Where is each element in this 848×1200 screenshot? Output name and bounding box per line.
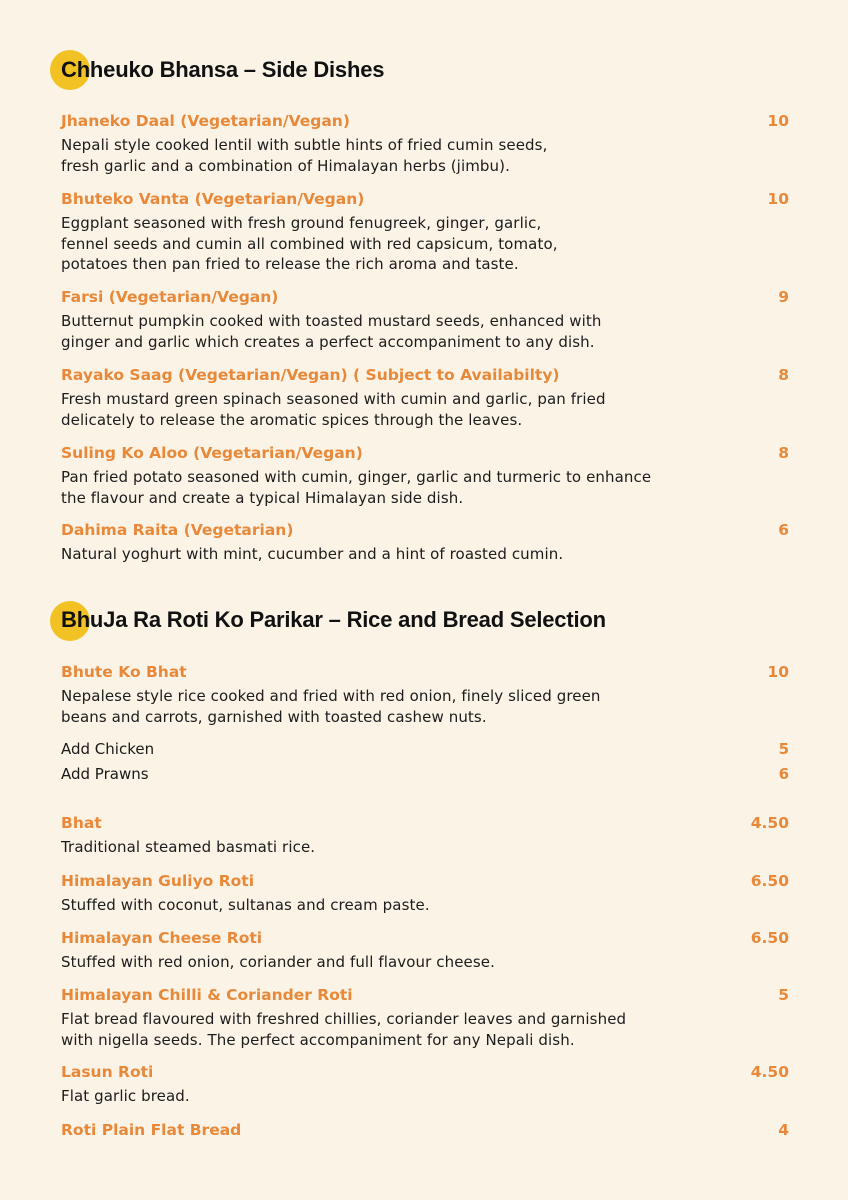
menu-item-name: Suling Ko Aloo (Vegetarian/Vegan) [61,444,363,462]
menu-item-price: 6.50 [750,872,789,890]
menu-item-price: 10 [767,112,789,130]
menu-item-name: Bhute Ko Bhat [61,663,187,681]
menu-item [61,1120,789,1140]
menu-item-price: 6.50 [750,929,789,947]
menu-item-description: Nepalese style rice cooked and fried with red onion, finely sliced green beans and carrots, garnished with toasted cashew nuts. [61,687,601,726]
menu-item-name: Dahima Raita (Vegetarian) [61,521,294,539]
menu-item [61,813,789,858]
menu-item [61,443,789,508]
addon-price: 6 [778,765,789,783]
menu-item [61,985,789,1050]
menu-item [61,189,789,275]
menu-item-price: 6 [778,521,789,539]
menu-item-name: Himalayan Cheese Roti [61,929,263,947]
menu-item [61,1062,789,1107]
menu-item-description: Butternut pumpkin cooked with toasted mustard seeds, enhanced with ginger and garlic which creates a perfect accompaniment to any dish. [61,312,602,351]
menu-item-description: Flat bread flavoured with freshred chillies, coriander leaves and garnished with nigella seeds. The perfect accompaniment for any Nepali dish. [61,1010,627,1049]
menu-item-name: Roti Plain Flat Bread [61,1121,242,1139]
menu-item-name: Lasun Roti [61,1063,154,1081]
menu-item-name: Farsi (Vegetarian/Vegan) [61,288,279,306]
menu-item-description: Nepali style cooked lentil with subtle hints of fried cumin seeds, fresh garlic and a combination of Himalayan herbs (jimbu). [61,136,548,175]
menu-item-name: Himalayan Chilli & Coriander Roti [61,986,353,1004]
addon-row [61,764,789,784]
addon-label: Add Prawns [61,765,149,783]
menu-item-price: 10 [767,190,789,208]
menu-item-price: 4.50 [750,814,789,832]
menu-item-description: Natural yoghurt with mint, cucumber and a hint of roasted cumin. [61,545,564,563]
menu-item-price: 9 [778,288,789,306]
menu-item-name: Himalayan Guliyo Roti [61,872,255,890]
menu-item-name: Jhaneko Daal (Vegetarian/Vegan) [61,112,350,130]
menu-item-price: 8 [778,444,789,462]
menu-item-description: Fresh mustard green spinach seasoned with cumin and garlic, pan fried delicately to release the aromatic spices through the leaves. [61,390,606,429]
menu-item-description: Eggplant seasoned with fresh ground fenugreek, ginger, garlic, fennel seeds and cumin all combined with red capsicum, tomato, potatoes then pan fried to release the rich aroma and taste. [61,214,558,273]
menu-item-price: 5 [778,986,789,1004]
menu-item-price: 10 [767,663,789,681]
menu-item-price: 4.50 [750,1063,789,1081]
menu-item-description: Pan fried potato seasoned with cumin, ginger, garlic and turmeric to enhance the flavour and create a typical Himalayan side dish. [61,468,652,507]
addon-label: Add Chicken [61,740,155,758]
section-title-side-dishes: Chheuko Bhansa – Side Dishes [61,57,385,82]
menu-item-price: 8 [778,366,789,384]
menu-item-description: Stuffed with red onion, coriander and full flavour cheese. [61,953,495,971]
menu-item-description: Stuffed with coconut, sultanas and cream paste. [61,896,430,914]
addon-price: 5 [778,740,789,758]
menu-item-name: Bhuteko Vanta (Vegetarian/Vegan) [61,190,365,208]
menu-item [61,365,789,430]
menu-item [61,871,789,916]
menu-item-price: 4 [778,1121,789,1139]
menu-item-description: Flat garlic bread. [61,1087,190,1105]
menu-item [61,520,789,565]
menu-item [61,111,789,176]
menu-item [61,662,789,727]
menu-item-description: Traditional steamed basmati rice. [61,838,316,856]
addon-row [61,739,789,759]
menu-item [61,287,789,352]
menu-item-name: Rayako Saag (Vegetarian/Vegan) ( Subject to Availabilty) [61,366,560,384]
section-title-rice-bread: BhuJa Ra Roti Ko Parikar – Rice and Bread Selection [61,607,606,632]
menu-item [61,928,789,973]
menu-item-name: Bhat [61,814,102,832]
